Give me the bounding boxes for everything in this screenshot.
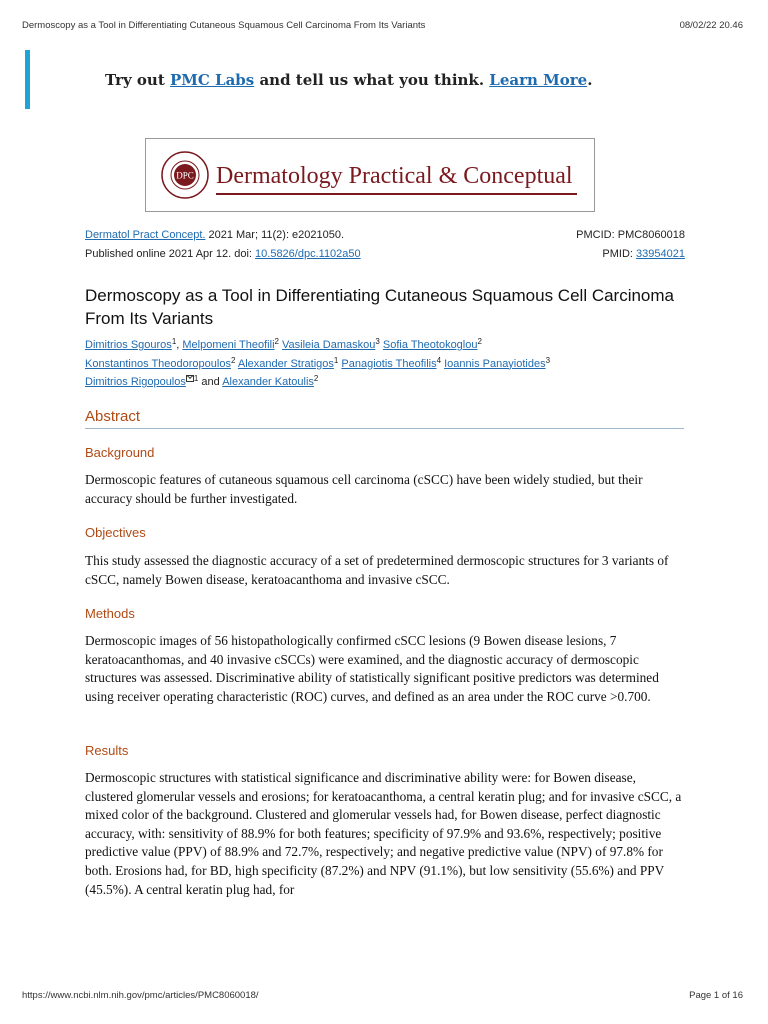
banner-prefix: Try out — [105, 71, 170, 89]
section-text-methods: Dermoscopic images of 56 histopathologically confirmed cSCC lesions (9 Bowen disease lesions, 7 keratoacanthomas, and 40 invasive cSCCs) were examined, and the diagnostic accuracy of dermoscopic structures was assessed. Discriminative ability of statistically significant positive predictors was determined using receiver operating characteristic (ROC) curves, and defined as an area under the ROC curve >0.700. — [85, 633, 659, 704]
section-heading-objectives: Objectives — [85, 525, 146, 540]
journal-link[interactable]: Dermatol Pract Concept. — [85, 229, 206, 241]
author-affiliation: 3 — [545, 355, 551, 365]
seal-text: DPC — [176, 170, 194, 181]
banner-accent-bar — [25, 50, 30, 109]
author-link[interactable]: Alexander Katoulis — [222, 376, 314, 388]
banner-suffix: . — [587, 71, 593, 89]
journal-seal-icon — [160, 150, 210, 200]
author-link[interactable]: Vasileia Damaskou — [282, 339, 376, 351]
pmid-link[interactable]: 33954021 — [636, 248, 685, 260]
section-text-background: Dermoscopic features of cutaneous squamous cell carcinoma (cSCC) have been widely studied, but their accuracy should be further investigated. — [85, 472, 643, 506]
learn-more-link[interactable]: Learn More — [489, 71, 588, 89]
pmc-labs-link[interactable]: PMC Labs — [169, 71, 255, 89]
section-text-results: Dermoscopic structures with statistical significance and discriminative ability were: for Bowen disease, clustered glomerular vessels and erosions; for keratoacanthoma, a central keratin plug; and for invasive cSCC, a mixed color of the background. Clustered and glomerular vessels had, for Bowen disease, perfect diagnostic accuracy, with: sensitivity of 88.9% for both features; specificity of 97.9% and 93.6%, respectively; positive predictive value (PPV) of 88.9% and 72.7%, respectively; and negative predictive value (NPV) of 97.8% for both. Erosions had, for BD, high specificity (87.2%) and NPV (91.1%), but low sensitivity (55.6%) and PPV (45.5%). A central keratin plug had, for — [85, 770, 682, 897]
citation-issue: 2021 Mar; 11(2): e2021050. — [205, 229, 345, 241]
author-link[interactable]: Dimitrios Rigopoulos — [85, 376, 186, 388]
author-list: Dimitrios Sgouros$^1$, Melpomeni Theofili$^2$ Vasileia Damaskou$^3$ Sofia Theotokoglou$^2$ Konstantinos Theodoropoulos$^2$ Alexander Stratigos$^1$ Panagiotis Theofilis$^4$ Ioannis Panayiotides$^3$ Dimitrios Rigopoulos $^1$ and Alexander Katoulis$^2$ — [85, 337, 551, 388]
author-link[interactable]: Konstantinos Theodoropoulos — [85, 357, 231, 370]
article-title: Dermoscopy as a Tool in Differentiating Cutaneous Squamous Cell Carcinoma From Its Variants — [85, 286, 675, 328]
author-affiliation: 4 — [436, 355, 442, 365]
author-affiliation: 2 — [313, 374, 319, 383]
author-link[interactable]: Alexander Stratigos — [237, 357, 334, 370]
author-affiliation: 1 — [333, 355, 339, 365]
banner-middle: and tell us what you think. — [254, 71, 490, 89]
pmcid: PMCID: PMC8060018 — [576, 229, 685, 241]
author-affiliation: 2 — [477, 337, 482, 346]
print-header-datetime: 08/02/22 20.46 — [679, 20, 743, 31]
author-link[interactable]: Panagiotis Theofilis — [341, 357, 437, 370]
author-link[interactable]: Sofia Theotokoglou — [382, 339, 478, 351]
author-link[interactable]: Dimitrios Sgouros — [85, 339, 172, 351]
doi-link[interactable]: 10.5826/dpc.1102a50 — [255, 248, 361, 260]
journal-logo[interactable] — [145, 138, 595, 212]
page-number: Page 1 of 16 — [689, 990, 743, 1001]
published-text: Published online 2021 Apr 12. doi: — [85, 248, 256, 260]
logo-underline — [216, 193, 577, 195]
print-header-title: Dermoscopy as a Tool in Differentiating Cutaneous Squamous Cell Carcinoma From Its Variants — [22, 20, 426, 31]
author-affiliation: 1 — [193, 374, 199, 383]
section-heading-background: Background — [85, 445, 155, 460]
author-affiliation: 1 — [171, 337, 177, 346]
section-heading-results: Results — [85, 743, 129, 758]
authors-conjunction: and — [198, 376, 223, 388]
mail-icon[interactable] — [186, 375, 194, 382]
pmid-label: PMID: — [602, 248, 637, 260]
citation-row — [85, 229, 685, 241]
abstract-heading: Abstract — [85, 408, 684, 429]
author-affiliation: 3 — [375, 337, 380, 346]
page-url: https://www.ncbi.nlm.nih.gov/pmc/articles/PMC8060018/ — [22, 990, 259, 1001]
section-heading-methods: Methods — [85, 606, 135, 621]
published-row — [85, 248, 685, 260]
banner-text — [105, 71, 592, 89]
author-affiliation: 2 — [230, 355, 236, 365]
print-header — [0, 0, 768, 30]
author-link[interactable]: Melpomeni Theofili — [182, 339, 275, 351]
section-text-objectives: This study assessed the diagnostic accuracy of a set of predetermined dermoscopic structures for 3 variants of cSCC, namely Bowen disease, keratoacanthoma and invasive cSCC. — [85, 553, 669, 587]
pmc-labs-banner — [23, 50, 743, 110]
pmid — [602, 248, 685, 260]
author-link[interactable]: Ioannis Panayiotides — [444, 357, 546, 370]
author-affiliation: 2 — [274, 337, 279, 346]
journal-name: Dermatology Practical & Conceptual — [216, 163, 573, 189]
